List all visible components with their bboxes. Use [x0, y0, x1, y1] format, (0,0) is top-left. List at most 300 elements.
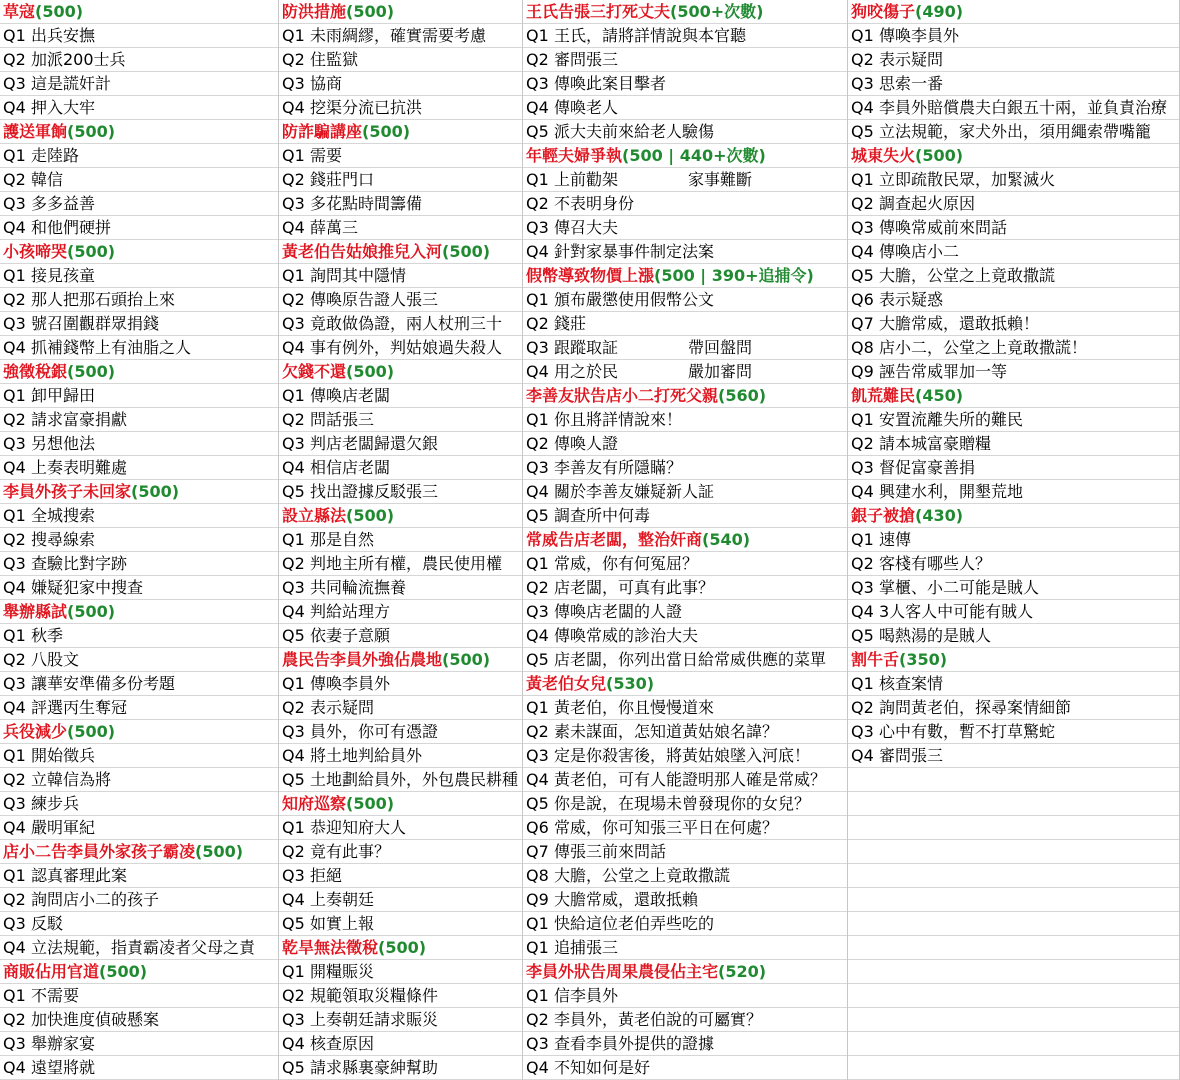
- answer-row: [848, 600, 1179, 624]
- case-title: 店小二告李員外家孩子霸凌: [3, 842, 196, 861]
- case-reward: (500): [67, 722, 116, 741]
- question-number: Q1: [526, 698, 549, 717]
- answer-row: [279, 888, 522, 912]
- alt-answer-text: 嚴加審問: [688, 362, 753, 381]
- question-number: Q4: [851, 602, 874, 621]
- case-reward: (350): [899, 650, 948, 669]
- answer-text: 快給這位老伯弄些吃的: [554, 914, 715, 933]
- case-header: [0, 720, 278, 744]
- answer-text: 客棧有哪些人？: [879, 554, 992, 573]
- question-number: Q4: [526, 626, 549, 645]
- case-header: [279, 936, 522, 960]
- answer-text: 思索一番: [879, 74, 944, 93]
- answer-text: 開糧賑災: [310, 962, 375, 981]
- answer-text: 核查原因: [310, 1034, 375, 1053]
- answer-text: 店老闆，你列出當日給常威供應的菜單: [554, 650, 827, 669]
- answer-row: [523, 720, 847, 744]
- answer-text: 相信店老闆: [310, 458, 391, 477]
- answer-row: [279, 768, 522, 792]
- case-reward: (490): [915, 2, 964, 21]
- answer-row: [848, 696, 1179, 720]
- empty-row: [848, 1032, 1179, 1056]
- case-title: 李員外狀告周果農侵佔主宅: [526, 962, 719, 981]
- answer-text: 那是自然: [310, 530, 375, 549]
- answer-row: [279, 624, 522, 648]
- case-header: [523, 384, 847, 408]
- alt-answer-text: 家事難斷: [688, 170, 753, 189]
- answer-row: [279, 720, 522, 744]
- question-number: Q2: [851, 434, 874, 453]
- answer-text: 嫌疑犯家中搜查: [31, 578, 144, 597]
- answer-row: [0, 1032, 278, 1056]
- answer-text: 傳喚李員外: [310, 674, 391, 693]
- answer-text: 傳張三前來問話: [554, 842, 667, 861]
- question-number: Q3: [526, 1034, 549, 1053]
- case-title: 李員外孩子未回家: [3, 482, 132, 501]
- answer-text: 那人把那石頭抬上來: [31, 290, 176, 309]
- answer-row: [0, 672, 278, 696]
- answer-text: 店老闆，可真有此事？: [554, 578, 715, 597]
- answer-row: [848, 624, 1179, 648]
- question-number: Q1: [526, 914, 549, 933]
- question-number: Q4: [282, 890, 305, 909]
- answer-text: 反駁: [31, 914, 64, 933]
- case-reward: (500+次數): [670, 2, 764, 21]
- answer-row: [848, 432, 1179, 456]
- answer-row: [0, 816, 278, 840]
- answer-row: [279, 1056, 522, 1080]
- question-number: Q3: [3, 194, 26, 213]
- answer-row: [523, 168, 847, 192]
- answer-text: 調查所中何毒: [554, 506, 651, 525]
- answer-row: [0, 192, 278, 216]
- question-number: Q1: [282, 530, 305, 549]
- question-number: Q3: [3, 674, 26, 693]
- answer-text: 拒絕: [310, 866, 343, 885]
- question-number: Q3: [282, 722, 305, 741]
- answer-text: 傳喚李員外: [879, 26, 960, 45]
- answer-row: [0, 552, 278, 576]
- answer-row: [0, 336, 278, 360]
- answer-text: 用之於民: [554, 362, 619, 381]
- question-number: Q3: [526, 338, 549, 357]
- case-header: [0, 120, 278, 144]
- question-number: Q3: [851, 458, 874, 477]
- answer-text: 找出證據反駁張三: [310, 482, 439, 501]
- answer-row: [279, 480, 522, 504]
- question-number: Q3: [282, 866, 305, 885]
- answer-text: 錢莊: [554, 314, 587, 333]
- case-header: [0, 240, 278, 264]
- answer-text: 未雨綢繆，確實需要考慮: [310, 26, 487, 45]
- answer-text: 心中有數，暫不打草驚蛇: [879, 722, 1056, 741]
- answer-row: [848, 312, 1179, 336]
- answer-row: [0, 288, 278, 312]
- case-header: [848, 0, 1179, 24]
- answer-row: [848, 336, 1179, 360]
- column-1: [0, 0, 279, 1080]
- case-header: [279, 240, 522, 264]
- question-number: Q1: [282, 674, 305, 693]
- empty-row: [848, 888, 1179, 912]
- answer-row: [848, 216, 1179, 240]
- answer-text: 舉辦家宴: [31, 1034, 96, 1053]
- question-number: Q3: [851, 74, 874, 93]
- answer-row: [279, 288, 522, 312]
- answer-row: [0, 888, 278, 912]
- answer-row: [279, 192, 522, 216]
- answer-text: 安置流離失所的難民: [879, 410, 1024, 429]
- answer-row: [0, 864, 278, 888]
- answer-text: 全城搜索: [31, 506, 96, 525]
- answer-text: 事有例外，判姑娘過失殺人: [310, 338, 503, 357]
- answer-row: [0, 456, 278, 480]
- answer-text: 如實上報: [310, 914, 375, 933]
- answer-row: [523, 936, 847, 960]
- answer-text: 常威，你可知張三平日在何處？: [554, 818, 779, 837]
- answer-row: [0, 408, 278, 432]
- answer-text: 多花點時間籌備: [310, 194, 423, 213]
- question-number: Q3: [851, 722, 874, 741]
- question-number: Q4: [3, 1058, 26, 1077]
- answer-row: [523, 1008, 847, 1032]
- question-number: Q4: [851, 98, 874, 117]
- answer-text: 不知如何是好: [554, 1058, 651, 1077]
- case-reward: (500): [915, 146, 964, 165]
- question-number: Q1: [851, 26, 874, 45]
- question-number: Q1: [3, 506, 26, 525]
- answer-row: [523, 624, 847, 648]
- answer-row: [0, 1056, 278, 1080]
- answer-text: 抓補錢幣上有油脂之人: [31, 338, 192, 357]
- answer-text: 錢莊門口: [310, 170, 375, 189]
- answer-text: 不表明身份: [554, 194, 635, 213]
- case-title: 防洪措施: [282, 2, 347, 21]
- answer-text: 詢問其中隱情: [310, 266, 407, 285]
- question-number: Q2: [3, 410, 26, 429]
- case-reward: (500): [378, 938, 427, 957]
- case-title: 城東失火: [851, 146, 916, 165]
- question-number: Q6: [526, 818, 549, 837]
- case-header: [848, 648, 1179, 672]
- answer-row: [279, 1008, 522, 1032]
- answer-row: [848, 288, 1179, 312]
- answer-row: [523, 576, 847, 600]
- answer-row: [523, 552, 847, 576]
- case-title: 年輕夫婦爭執: [526, 146, 623, 165]
- empty-row: [848, 1008, 1179, 1032]
- question-number: Q2: [282, 50, 305, 69]
- case-reward: (500): [67, 362, 116, 381]
- answer-text: 定是你殺害後，將黃姑娘墜入河底！: [554, 746, 811, 765]
- answer-text: 傳喚店老闆的人證: [554, 602, 683, 621]
- question-number: Q2: [526, 578, 549, 597]
- answer-row: [523, 600, 847, 624]
- case-header: [523, 528, 847, 552]
- answer-row: [0, 432, 278, 456]
- answer-row: [523, 456, 847, 480]
- answer-row: [279, 1032, 522, 1056]
- answer-text: 將土地判給員外: [310, 746, 423, 765]
- answer-row: [848, 120, 1179, 144]
- empty-row: [848, 960, 1179, 984]
- case-reward: (500): [67, 242, 116, 261]
- question-number: Q4: [851, 746, 874, 765]
- answer-text: 詢問店小二的孩子: [31, 890, 160, 909]
- question-number: Q2: [3, 290, 26, 309]
- question-number: Q4: [3, 218, 26, 237]
- empty-row: [848, 912, 1179, 936]
- answer-row: [279, 576, 522, 600]
- answer-row: [279, 48, 522, 72]
- answer-text: 八股文: [31, 650, 80, 669]
- answer-row: [279, 744, 522, 768]
- case-title: 欠錢不還: [282, 362, 347, 381]
- question-number: Q2: [282, 290, 305, 309]
- answer-row: [848, 672, 1179, 696]
- answer-text: 嚴明軍紀: [31, 818, 96, 837]
- answer-row: [848, 408, 1179, 432]
- answer-text: 搜尋線索: [31, 530, 96, 549]
- question-number: Q2: [851, 554, 874, 573]
- answer-text: 立韓信為將: [31, 770, 112, 789]
- answer-text: 上奏朝廷: [310, 890, 375, 909]
- case-reward: (500): [346, 2, 395, 21]
- answer-text: 興建水利，開墾荒地: [879, 482, 1024, 501]
- case-title: 王氏告張三打死丈夫: [526, 2, 671, 21]
- answer-text: 秋季: [31, 626, 64, 645]
- question-number: Q4: [526, 98, 549, 117]
- answer-text: 立法規範，家犬外出，須用繩索帶嘴籠: [879, 122, 1152, 141]
- question-number: Q1: [851, 530, 874, 549]
- answer-text: 傳喚人證: [554, 434, 619, 453]
- question-number: Q2: [3, 1010, 26, 1029]
- answer-row: [0, 912, 278, 936]
- answer-row: [523, 864, 847, 888]
- question-number: Q1: [3, 746, 26, 765]
- answer-text: 請求縣裏豪紳幫助: [310, 1058, 439, 1077]
- case-header: [0, 480, 278, 504]
- answer-text: 信李員外: [554, 986, 619, 1005]
- answer-row: [523, 1056, 847, 1080]
- case-reward: (520): [718, 962, 767, 981]
- case-header: [523, 144, 847, 168]
- answer-text: 另想他法: [31, 434, 96, 453]
- question-number: Q2: [282, 842, 305, 861]
- case-title: 知府巡察: [282, 794, 347, 813]
- answer-text: 黃老伯，你且慢慢道來: [554, 698, 715, 717]
- answer-row: [279, 144, 522, 168]
- answer-text: 傳喚常威的診治大夫: [554, 626, 699, 645]
- question-number: Q5: [851, 626, 874, 645]
- answer-row: [0, 696, 278, 720]
- case-reward: (500): [195, 842, 244, 861]
- answer-text: 3人客人中可能有賊人: [879, 602, 1034, 621]
- question-number: Q1: [282, 26, 305, 45]
- question-number: Q1: [3, 386, 26, 405]
- question-number: Q5: [526, 506, 549, 525]
- case-reward: (500): [131, 482, 180, 501]
- question-number: Q4: [282, 458, 305, 477]
- empty-row: [848, 768, 1179, 792]
- question-number: Q1: [282, 818, 305, 837]
- answer-row: [279, 912, 522, 936]
- case-reward: (500): [99, 962, 148, 981]
- case-title: 假幣導致物價上漲: [526, 266, 655, 285]
- answer-text: 派大夫前來給老人驗傷: [554, 122, 715, 141]
- answer-text: 大膽常威，還敢抵賴: [554, 890, 699, 909]
- empty-row: [848, 792, 1179, 816]
- question-number: Q4: [851, 242, 874, 261]
- question-number: Q1: [3, 626, 26, 645]
- question-number: Q4: [526, 242, 549, 261]
- answer-row: [848, 576, 1179, 600]
- answer-row: [279, 960, 522, 984]
- answer-text: 查驗比對字跡: [31, 554, 128, 573]
- answer-row: [523, 240, 847, 264]
- question-number: Q3: [282, 74, 305, 93]
- answer-text: 這是謊奸計: [31, 74, 112, 93]
- question-number: Q2: [851, 194, 874, 213]
- answer-text: 喝熱湯的是賊人: [879, 626, 992, 645]
- case-reward: (530): [606, 674, 655, 693]
- answer-row: [848, 456, 1179, 480]
- answer-row: [279, 312, 522, 336]
- answer-text: 傳召大夫: [554, 218, 619, 237]
- question-number: Q3: [282, 578, 305, 597]
- question-number: Q3: [3, 314, 26, 333]
- case-reward: (540): [702, 530, 751, 549]
- question-number: Q5: [526, 650, 549, 669]
- answer-row: [848, 480, 1179, 504]
- answer-text: 問話張三: [310, 410, 375, 429]
- answer-text: 加快進度偵破懸案: [31, 1010, 160, 1029]
- answer-text: 練步兵: [31, 794, 80, 813]
- question-number: Q5: [282, 770, 305, 789]
- answer-text: 傳喚店小二: [879, 242, 960, 261]
- answer-text: 共同輪流撫養: [310, 578, 407, 597]
- answer-row: [848, 240, 1179, 264]
- question-number: Q4: [851, 482, 874, 501]
- answer-row: [523, 696, 847, 720]
- case-title: 李善友狀告店小二打死父親: [526, 386, 719, 405]
- answer-row: [523, 504, 847, 528]
- case-header: [848, 384, 1179, 408]
- answer-row: [279, 528, 522, 552]
- question-number: Q3: [526, 218, 549, 237]
- question-number: Q2: [282, 554, 305, 573]
- answer-row: [279, 384, 522, 408]
- case-title: 銀子被搶: [851, 506, 916, 525]
- answer-text: 協商: [310, 74, 343, 93]
- answer-row: [279, 72, 522, 96]
- question-number: Q1: [3, 146, 26, 165]
- question-number: Q5: [282, 626, 305, 645]
- case-title: 農民告李員外強佔農地: [282, 650, 443, 669]
- case-header: [279, 648, 522, 672]
- question-number: Q6: [851, 290, 874, 309]
- answer-row: [279, 336, 522, 360]
- answer-text: 竟有此事？: [310, 842, 391, 861]
- answer-row: [0, 504, 278, 528]
- answer-text: 韓信: [31, 170, 64, 189]
- case-title: 強徵稅銀: [3, 362, 68, 381]
- question-number: Q4: [282, 338, 305, 357]
- answer-row: [0, 72, 278, 96]
- case-title: 乾旱無法徵稅: [282, 938, 379, 957]
- answer-text: 關於李善友嫌疑新人証: [554, 482, 715, 501]
- question-number: Q4: [282, 98, 305, 117]
- answer-text: 傳喚老人: [554, 98, 619, 117]
- question-number: Q2: [3, 50, 26, 69]
- answer-text: 住監獄: [310, 50, 359, 69]
- question-number: Q4: [526, 770, 549, 789]
- case-header: [0, 360, 278, 384]
- question-number: Q4: [3, 338, 26, 357]
- question-number: Q3: [526, 74, 549, 93]
- question-number: Q5: [526, 794, 549, 813]
- answer-text: 多多益善: [31, 194, 96, 213]
- answer-text: 員外，你可有憑證: [310, 722, 439, 741]
- question-number: Q8: [851, 338, 874, 357]
- question-number: Q1: [3, 986, 26, 1005]
- question-number: Q4: [282, 602, 305, 621]
- answer-text: 表示疑惑: [879, 290, 944, 309]
- case-reward: (500): [67, 602, 116, 621]
- case-header: [523, 960, 847, 984]
- case-header: [279, 504, 522, 528]
- answer-text: 表示疑問: [310, 698, 375, 717]
- answer-row: [523, 72, 847, 96]
- answer-text: 判給站理方: [310, 602, 391, 621]
- answer-row: [848, 528, 1179, 552]
- question-number: Q1: [526, 170, 549, 189]
- question-number: Q1: [3, 866, 26, 885]
- question-number: Q5: [851, 266, 874, 285]
- answer-row: [279, 552, 522, 576]
- answer-row: [0, 528, 278, 552]
- answer-text: 竟敢做偽證，兩人杖刑三十: [310, 314, 503, 333]
- question-number: Q9: [526, 890, 549, 909]
- case-reward: (500): [362, 122, 411, 141]
- case-reward: (500): [35, 2, 84, 21]
- answer-row: [523, 648, 847, 672]
- answer-row: [523, 96, 847, 120]
- answer-text: 不需要: [31, 986, 80, 1005]
- answer-text: 李員外，黃老伯說的可屬實？: [554, 1010, 763, 1029]
- answer-text: 需要: [310, 146, 343, 165]
- answer-text: 審問張三: [879, 746, 944, 765]
- case-header: [523, 264, 847, 288]
- answer-text: 開始徵兵: [31, 746, 96, 765]
- question-number: Q1: [526, 986, 549, 1005]
- question-number: Q3: [3, 914, 26, 933]
- answer-text: 出兵安撫: [31, 26, 96, 45]
- answer-row: [279, 672, 522, 696]
- answer-row: [523, 216, 847, 240]
- answer-row: [848, 192, 1179, 216]
- answer-text: 卸甲歸田: [31, 386, 96, 405]
- answer-row: [523, 336, 847, 360]
- question-number: Q4: [3, 698, 26, 717]
- case-header: [848, 504, 1179, 528]
- answer-row: [0, 144, 278, 168]
- answer-row: [279, 696, 522, 720]
- question-number: Q9: [851, 362, 874, 381]
- answer-text: 遠望將就: [31, 1058, 96, 1077]
- question-number: Q7: [851, 314, 874, 333]
- answer-row: [848, 168, 1179, 192]
